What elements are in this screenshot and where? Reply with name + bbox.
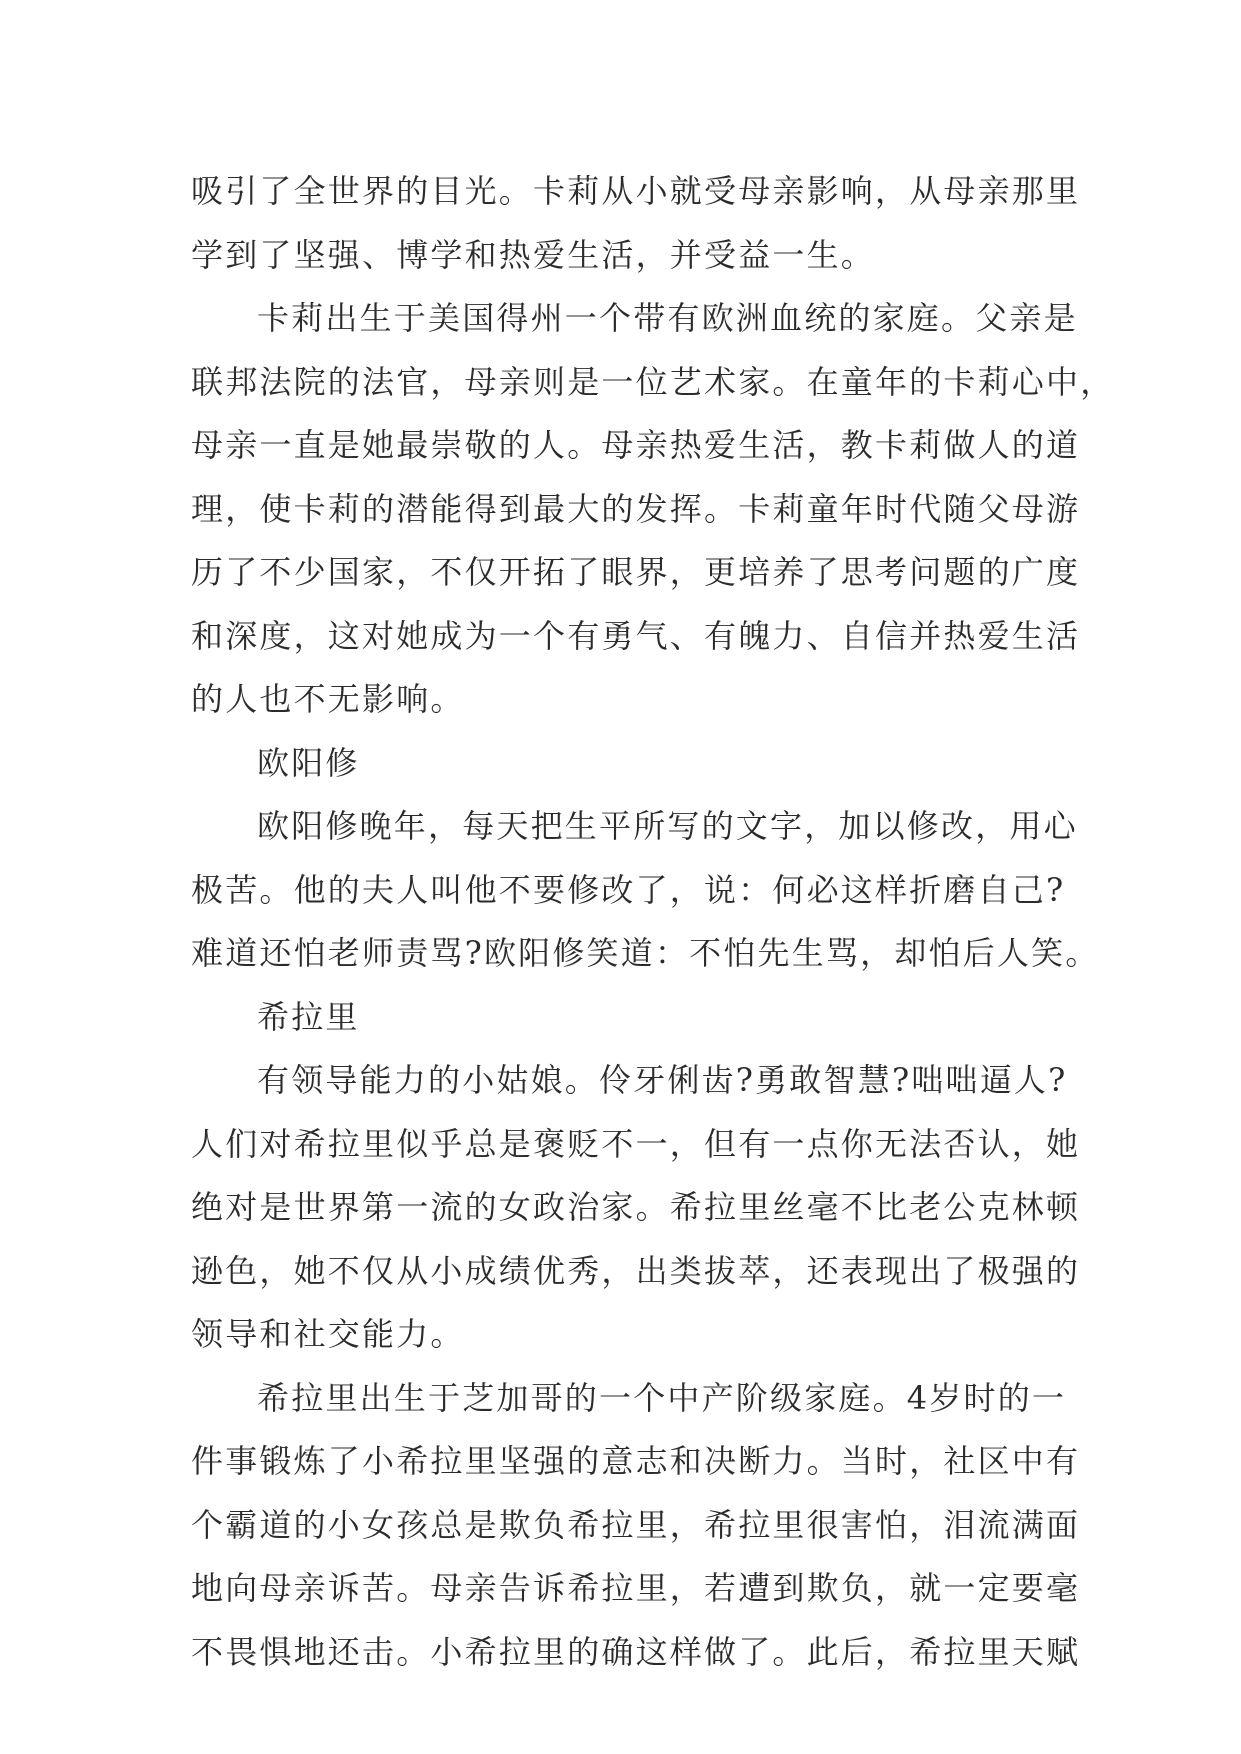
text-line: 的人也不无影响。 — [191, 680, 465, 718]
text-line: 联邦法院的法官，母亲则是一位艺术家。在童年的卡莉心中， — [191, 362, 1115, 401]
document-body — [191, 160, 1115, 1684]
text-line: 理，使卡莉的潜能得到最大的发挥。卡莉童年时代随父母游 — [191, 489, 1081, 528]
text-line: 逊色，她不仅从小成绩优秀，出类拔萃，还表现出了极强的 — [191, 1251, 1081, 1290]
text-line: 欧阳修晚年，每天把生平所写的文字，加以修改，用心 — [257, 807, 1078, 845]
text-line: 人们对希拉里似乎总是褒贬不一，但有一点你无法否认，她 — [191, 1124, 1081, 1163]
section-heading: 欧阳修 — [257, 743, 360, 782]
text-line: 不畏惧地还击。小希拉里的确这样做了。此后，希拉里天赋 — [191, 1632, 1081, 1671]
text-line: 学到了坚强、博学和热爱生活，并受益一生。 — [191, 235, 876, 274]
section-heading: 希拉里 — [257, 997, 360, 1036]
text-line: 历了不少国家，不仅开拓了眼界，更培养了思考问题的广度 — [191, 553, 1081, 591]
text-line: 件事锻炼了小希拉里坚强的意志和决断力。当时，社区中有 — [191, 1442, 1081, 1480]
text-line: 卡莉出生于美国得州一个带有欧洲血统的家庭。父亲是 — [257, 299, 1078, 337]
text-line: 领导和社交能力。 — [191, 1315, 465, 1353]
text-line: 地向母亲诉苦。母亲告诉希拉里，若遭到欺负，就一定要毫 — [191, 1569, 1081, 1607]
text-line: 难道还怕老师责骂?欧阳修笑道：不怕先生骂，却怕后人笑。 — [191, 934, 1100, 972]
text-line: 绝对是世界第一流的女政治家。希拉里丝毫不比老公克林顿 — [191, 1188, 1081, 1226]
text-line: 希拉里出生于芝加哥的一个中产阶级家庭。4岁时的一 — [257, 1378, 1067, 1417]
text-line: 个霸道的小女孩总是欺负希拉里，希拉里很害怕，泪流满面 — [191, 1505, 1081, 1544]
text-line: 极苦。他的夫人叫他不要修改了，说：何必这样折磨自己? — [191, 870, 1066, 909]
text-line: 有领导能力的小姑娘。伶牙俐齿?勇敢智慧?咄咄逼人? — [257, 1061, 1068, 1099]
text-line: 母亲一直是她最崇敬的人。母亲热爱生活，教卡莉做人的道 — [191, 426, 1081, 464]
text-line: 和深度，这对她成为一个有勇气、有魄力、自信并热爱生活 — [191, 616, 1081, 655]
text-line: 吸引了全世界的目光。卡莉从小就受母亲影响，从母亲那里 — [191, 172, 1081, 210]
